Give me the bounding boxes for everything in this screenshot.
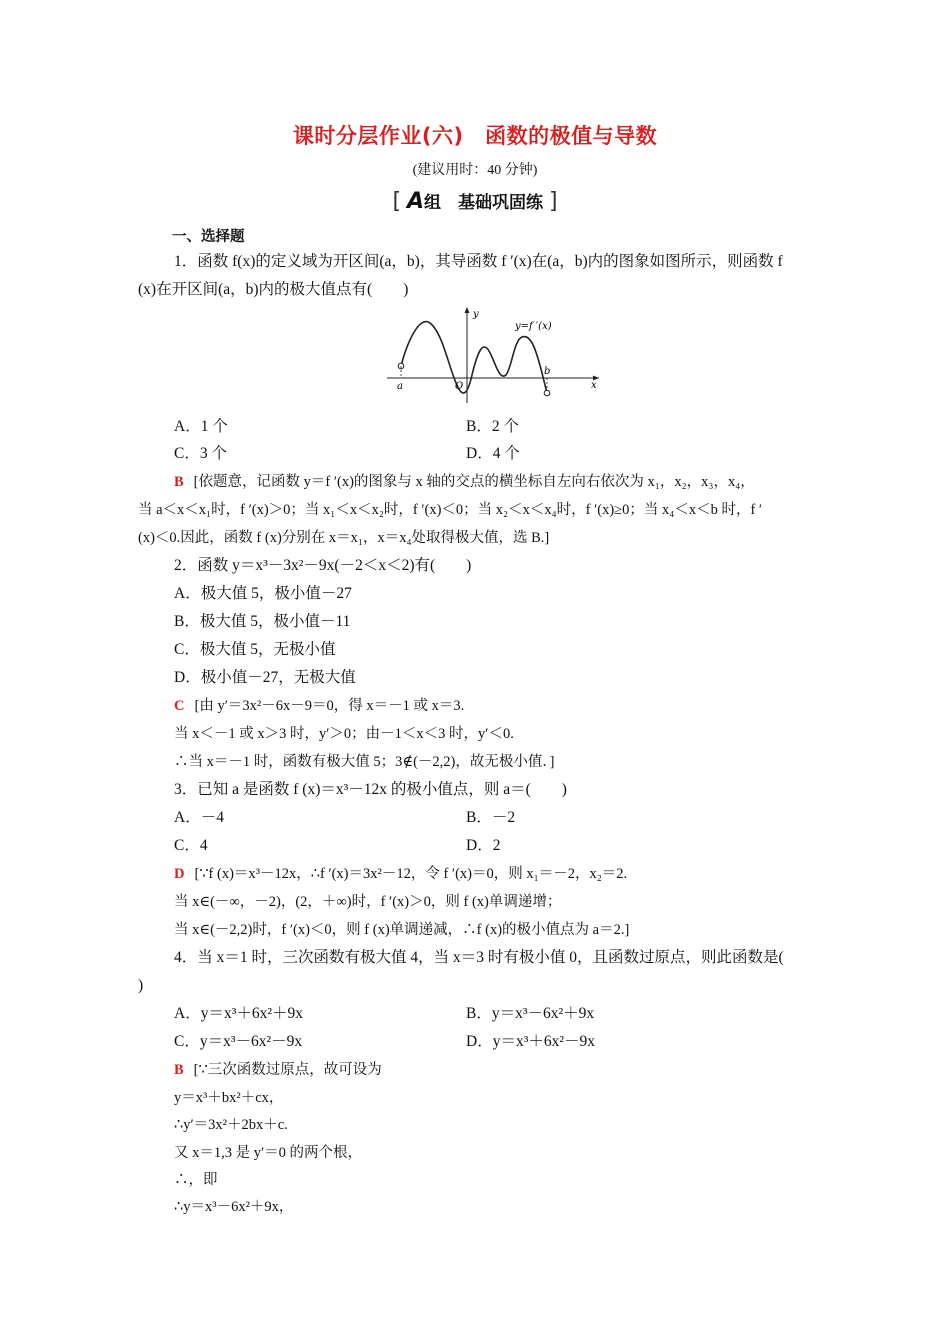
q3-solution-line2: 当 x∈(－∞，－2)，(2，＋∞)时，f ′(x)＞0，则 f (x)单调递增； (174, 894, 562, 910)
b-label: b (544, 366, 551, 377)
a-label: a (397, 381, 403, 392)
q4-option-b: B．y＝x³－6x²＋9x (466, 1005, 595, 1022)
y-axis-arrow (465, 307, 470, 313)
section-heading: 一、选择题 (172, 229, 245, 245)
q3-solution-text1: [∵f (x)＝x³－12x，∴f ′(x)＝3x²－12，令 f ′(x)＝0，则 x₁＝－2，x₂＝2. (194, 866, 628, 882)
group-label: 组 基础巩固练 (424, 193, 544, 213)
q4-stem-line1: 4．当 x＝1 时，三次函数有极大值 4，当 x＝3 时有极小值 0，且函数过原点，则此函数是( (174, 949, 784, 966)
page-title: 课时分层作业(六) 函数的极值与导数 (292, 124, 658, 148)
q2-solution-line3: ∴当 x＝－1 时，函数有极大值 5；3∉(－2,2)，故无极小值．] (174, 754, 555, 770)
q1-option-c: C．3 个 (174, 445, 227, 462)
q3-solution-line3: 当 x∈(－2,2)时，f ′(x)＜0，则 f (x)单调递减，∴f (x)的极小值点为 a＝2.] (174, 922, 630, 938)
q3-option-c: C．4 (174, 837, 208, 854)
group-letter: A (406, 189, 425, 214)
q4-option-c: C．y＝x³－6x²－9x (174, 1033, 303, 1050)
q1-stem-line2: (x)在开区间(a，b)内的极大值点有( ) (138, 281, 409, 298)
q4-stem-line2: ) (138, 977, 144, 994)
q1-solution-line3: (x)＜0.因此，函数 f (x)分别在 x＝x₁，x＝x₄处取得极大值，选 B.] (138, 530, 550, 546)
q2-solution-text1: [由 y′＝3x²－6x－9＝0，得 x＝－1 或 x＝3. (194, 698, 465, 714)
q3-option-b: B．－2 (466, 809, 516, 826)
q1-option-b: B．2 个 (466, 418, 519, 435)
q1-option-a: A．1 个 (174, 418, 228, 435)
origin-label: O (455, 381, 464, 392)
q2-stem: 2．函数 y＝x³－3x²－9x(－2＜x＜2)有( ) (174, 557, 472, 574)
q3-option-a: A．－4 (174, 809, 224, 826)
q1-solution-text1: [依题意，记函数 y＝f ′(x)的图象与 x 轴的交点的横坐标自左向右依次为 x₁，x₂，x₃，x₄， (193, 474, 755, 490)
q4-solution-line5: ∴，即 (174, 1172, 218, 1188)
q2-option-a: A．极大值 5，极小值－27 (174, 585, 352, 602)
q4-solution-line2: y＝x³＋bx²＋cx， (174, 1090, 284, 1106)
x-axis-label: x (591, 380, 597, 391)
q4-answer: B (174, 1062, 184, 1078)
q1-option-d: D．4 个 (466, 445, 520, 462)
q4-solution-line1 (174, 1059, 854, 1081)
q1-answer: B (174, 474, 184, 490)
q4-solution-text1: [∵三次函数过原点，故可设为 (193, 1062, 382, 1078)
y-axis-label: y (473, 309, 479, 320)
suggested-time: (建议用时：40 分钟) (412, 163, 538, 178)
q3-answer: D (174, 866, 185, 882)
endpoint-b-circle (544, 390, 550, 396)
q1-solution-line1 (174, 471, 854, 493)
derivative-graph (385, 305, 605, 405)
q4-solution-line6: ∴y＝x³－6x²＋9x， (174, 1199, 294, 1215)
q1-solution-line2: 当 a＜x＜x₁时，f ′(x)＞0；当 x₁＜x＜x₂时，f ′(x)＜0；当 x₂＜x＜x₄时，f ′(x)≥0；当 x₄＜x＜b 时，f ′ (138, 502, 763, 518)
q2-answer: C (174, 698, 185, 714)
curve-label: y=f ′(x) (515, 321, 552, 332)
group-heading: [ A组 基础巩固练 ] (392, 189, 558, 214)
q3-stem: 3．已知 a 是函数 f (x)＝x³－12x 的极小值点，则 a＝( ) (174, 781, 567, 798)
q2-solution-line2: 当 x＜－1 或 x＞3 时，y′＞0；由－1＜x＜3 时，y′＜0. (174, 726, 514, 742)
q3-solution-line1 (174, 863, 854, 885)
q4-solution-line3: ∴y′＝3x²＋2bx＋c. (174, 1117, 288, 1133)
q4-option-a: A．y＝x³＋6x²＋9x (174, 1005, 303, 1022)
q4-option-d: D．y＝x³＋6x²－9x (466, 1033, 595, 1050)
q4-solution-line4: 又 x＝1,3 是 y′＝0 的两个根， (174, 1145, 363, 1161)
q2-solution-line1 (174, 695, 854, 717)
q3-option-d: D．2 (466, 837, 501, 854)
derivative-curve (401, 322, 547, 393)
q2-option-c: C．极大值 5，无极小值 (174, 641, 336, 658)
q2-option-d: D．极小值－27，无极大值 (174, 669, 356, 686)
q2-option-b: B．极大值 5，极小值－11 (174, 613, 351, 630)
q1-stem-line1: 1．函数 f(x)的定义域为开区间(a，b)，其导函数 f ′(x)在(a，b)内的图象如图所示，则函数 f (174, 253, 783, 270)
